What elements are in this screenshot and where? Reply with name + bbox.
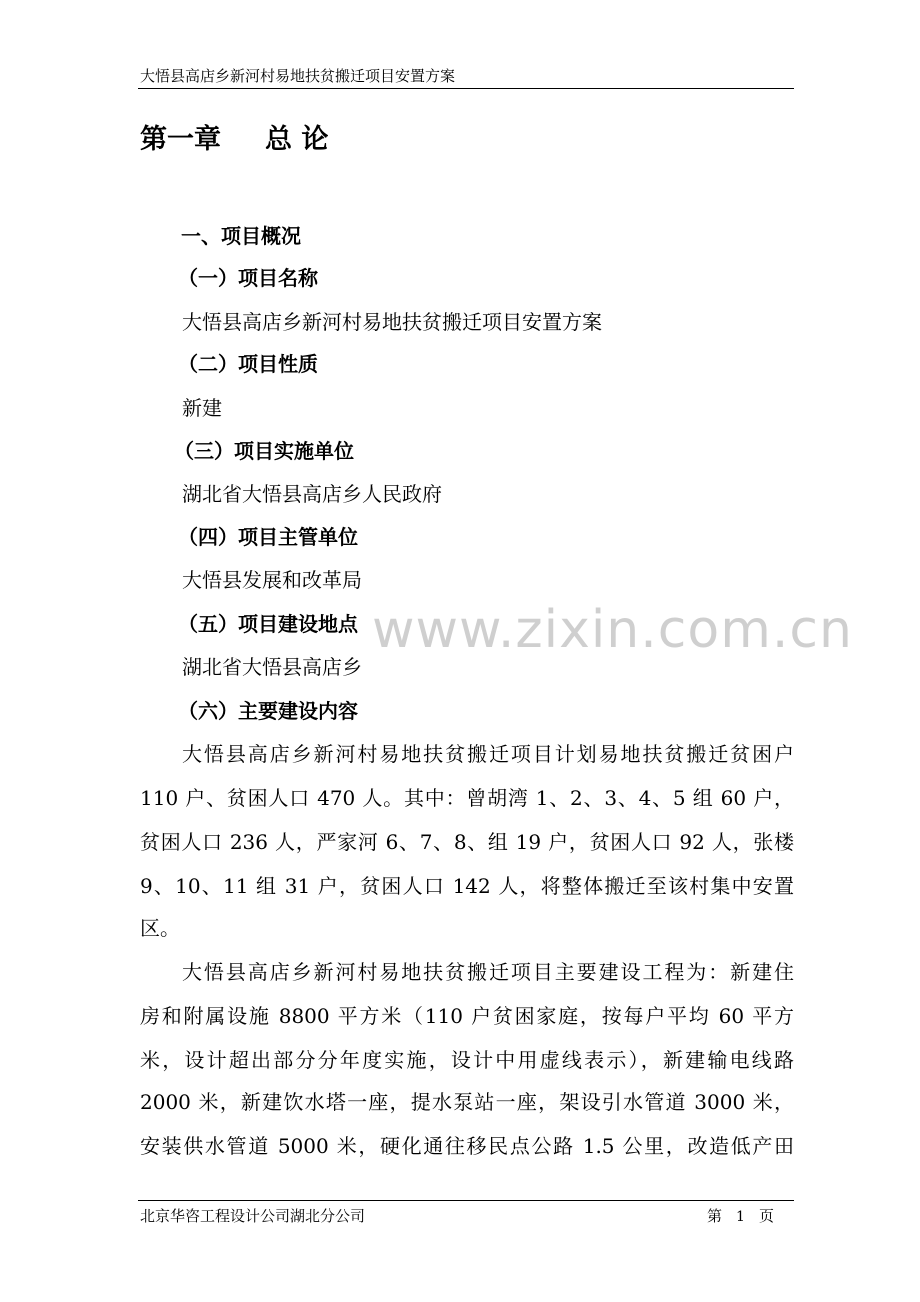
- page-number-value: 1: [736, 1209, 745, 1225]
- page-suffix: 页: [758, 1207, 774, 1225]
- project-supervisor-text: 大悟县发展和改革局: [182, 568, 362, 592]
- watermark: www.zixin.com.cn: [372, 600, 853, 660]
- subsection-heading-name: （一）项目名称: [178, 266, 318, 290]
- footer-divider: [138, 1200, 794, 1201]
- footer-company: 北京华咨工程设计公司湖北分公司: [140, 1207, 366, 1225]
- project-location-text: 湖北省大悟县高店乡: [182, 655, 362, 679]
- paragraph-line: 大悟县高店乡新河村易地扶贫搬迁项目计划易地扶贫搬迁贫困户: [182, 742, 794, 766]
- section-heading: 一、项目概况: [181, 224, 301, 248]
- page-number: [707, 1206, 774, 1227]
- paragraph-line: 房和附属设施 8800 平方米（110 户贫困家庭，按每户平均 60 平方: [140, 1004, 794, 1028]
- page-header-title: 大悟县高店乡新河村易地扶贫搬迁项目安置方案: [140, 67, 456, 85]
- header-divider: [138, 88, 794, 89]
- paragraph-line: 区。: [140, 916, 180, 940]
- paragraph-line: 安装供水管道 5000 米，硬化通往移民点公路 1.5 公里，改造低产田: [140, 1134, 794, 1158]
- paragraph-line: 9、10、11 组 31 户，贫困人口 142 人，将整体搬迁至该村集中安置: [140, 874, 794, 898]
- paragraph-line: 贫困人口 236 人，严家河 6、7、8、组 19 户，贫困人口 92 人，张楼: [140, 830, 794, 854]
- subsection-heading-content: （六）主要建设内容: [178, 699, 358, 723]
- subsection-heading-implementer: （三）项目实施单位: [174, 439, 354, 463]
- subsection-heading-nature: （二）项目性质: [178, 352, 318, 376]
- project-implementer-text: 湖北省大悟县高店乡人民政府: [182, 482, 442, 506]
- chapter-name: 总 论: [265, 124, 329, 155]
- chapter-title: [140, 122, 328, 158]
- subsection-heading-location: （五）项目建设地点: [178, 612, 358, 636]
- subsection-heading-supervisor: （四）项目主管单位: [178, 525, 358, 549]
- chapter-number: 第一章: [140, 124, 221, 155]
- project-name-text: 大悟县高店乡新河村易地扶贫搬迁项目安置方案: [182, 310, 602, 334]
- paragraph-line: 大悟县高店乡新河村易地扶贫搬迁项目主要建设工程为：新建住: [182, 960, 794, 984]
- page-prefix: 第: [707, 1207, 723, 1225]
- project-nature-text: 新建: [182, 396, 222, 420]
- paragraph-line: 110 户、贫困人口 470 人。其中：曾胡湾 1、2、3、4、5 组 60 户，: [140, 786, 794, 810]
- paragraph-line: 米，设计超出部分分年度实施，设计中用虚线表示），新建输电线路: [140, 1048, 794, 1072]
- paragraph-line: 2000 米，新建饮水塔一座，提水泵站一座，架设引水管道 3000 米，: [140, 1090, 794, 1114]
